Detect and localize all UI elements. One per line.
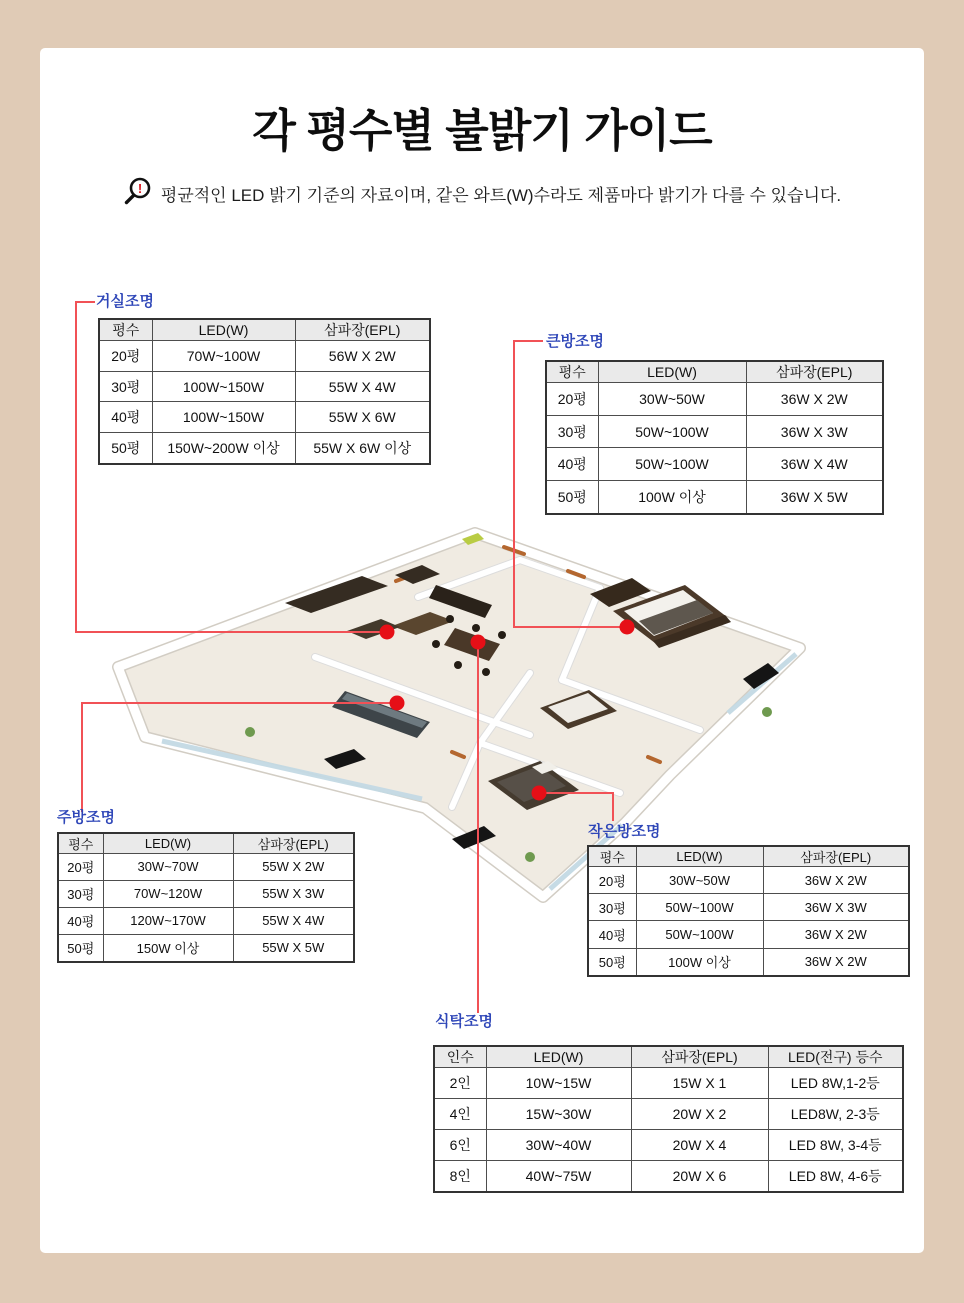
kitchen-header-1: LED(W) [103,833,233,854]
dining-row-0 [434,1068,903,1099]
kitchen-cell-r3c1: 150W 이상 [103,934,233,962]
smallroom-cell-r2c0: 40평 [588,921,636,948]
bigroom-cell-r2c2: 36W X 4W [746,448,883,481]
notice-row [0,176,964,211]
dining-cell-r3c1: 40W~75W [486,1160,631,1192]
living-cell-r0c0: 20평 [99,341,152,372]
living-row-0 [99,341,430,372]
dining-header-3: LED(전구) 등수 [768,1046,903,1068]
living-header-0: 평수 [99,319,152,341]
kitchen-header-2: 삼파장(EPL) [233,833,354,854]
dining-cell-r0c3: LED 8W,1-2등 [768,1068,903,1099]
living-row-2 [99,402,430,433]
living-row-3 [99,433,430,464]
dining-cell-r2c1: 30W~40W [486,1129,631,1160]
smallroom-header-1: LED(W) [636,846,763,867]
smallroom-header-2: 삼파장(EPL) [763,846,909,867]
kitchen-cell-r0c2: 55W X 2W [233,854,354,881]
dining-cell-r2c2: 20W X 4 [631,1129,768,1160]
kitchen-row-3 [58,934,354,962]
living-cell-r2c0: 40평 [99,402,152,433]
dining-header-2: 삼파장(EPL) [631,1046,768,1068]
kitchen-cell-r2c0: 40평 [58,907,103,934]
living-cell-r1c0: 30평 [99,371,152,402]
bigroom-row-3 [546,481,883,514]
smallroom-table [587,845,910,977]
smallroom-cell-r3c1: 100W 이상 [636,948,763,976]
bigroom-table [545,360,884,515]
bigroom-row-0 [546,383,883,416]
smallroom-cell-r2c1: 50W~100W [636,921,763,948]
bigroom-cell-r0c2: 36W X 2W [746,383,883,416]
dining-cell-r1c3: LED8W, 2-3등 [768,1098,903,1129]
dining-header-0: 인수 [434,1046,486,1068]
living-row-1 [99,371,430,402]
dining-cell-r1c2: 20W X 2 [631,1098,768,1129]
kitchen-row-1 [58,880,354,907]
smallroom-row-1 [588,894,909,921]
bigroom-cell-r3c1: 100W 이상 [598,481,746,514]
kitchen-cell-r2c1: 120W~170W [103,907,233,934]
smallroom-cell-r3c2: 36W X 2W [763,948,909,976]
living-cell-r1c1: 100W~150W [152,371,295,402]
living-header-2: 삼파장(EPL) [295,319,430,341]
smallroom-row-2 [588,921,909,948]
living-cell-r0c1: 70W~100W [152,341,295,372]
smallroom-cell-r2c2: 36W X 2W [763,921,909,948]
living-cell-r2c1: 100W~150W [152,402,295,433]
notice-text: 평균적인 LED 밝기 기준의 자료이며, 같은 와트(W)수라도 제품마다 밝기가 다를 수 있습니다. [160,186,842,205]
kitchen-cell-r0c0: 20평 [58,854,103,881]
page-title: 각 평수별 불밝기 가이드 [252,105,712,156]
smallroom-cell-r1c1: 50W~100W [636,894,763,921]
bigroom-cell-r3c2: 36W X 5W [746,481,883,514]
living-header-1: LED(W) [152,319,295,341]
smallroom-cell-r0c0: 20평 [588,867,636,894]
living-cell-r2c2: 55W X 6W [295,402,430,433]
bigroom-cell-r2c0: 40평 [546,448,598,481]
dining-cell-r2c3: LED 8W, 3-4등 [768,1129,903,1160]
bigroom-row-1 [546,415,883,448]
dining-row-1 [434,1098,903,1129]
dining-table [433,1045,904,1193]
dining-row-2 [434,1129,903,1160]
kitchen-cell-r1c2: 55W X 3W [233,880,354,907]
smallroom-cell-r1c2: 36W X 3W [763,894,909,921]
living-cell-r3c0: 50평 [99,433,152,464]
dining-cell-r0c1: 10W~15W [486,1068,631,1099]
label-kitchen: 주방조명 [57,809,115,826]
svg-text:!: ! [137,181,143,196]
living-table [98,318,431,465]
dining-header-1: LED(W) [486,1046,631,1068]
dining-cell-r3c3: LED 8W, 4-6등 [768,1160,903,1192]
bigroom-cell-r1c1: 50W~100W [598,415,746,448]
dining-cell-r0c0: 2인 [434,1068,486,1099]
label-dining: 식탁조명 [435,1013,493,1030]
dining-cell-r1c0: 4인 [434,1098,486,1129]
living-cell-r0c2: 56W X 2W [295,341,430,372]
label-living: 거실조명 [96,293,154,310]
bigroom-cell-r2c1: 50W~100W [598,448,746,481]
label-bigroom: 큰방조명 [546,333,604,350]
kitchen-cell-r3c2: 55W X 5W [233,934,354,962]
dining-cell-r3c2: 20W X 6 [631,1160,768,1192]
smallroom-cell-r0c2: 36W X 2W [763,867,909,894]
bigroom-cell-r0c1: 30W~50W [598,383,746,416]
kitchen-cell-r1c0: 30평 [58,880,103,907]
magnifier-exclamation-icon [123,176,153,211]
smallroom-row-0 [588,867,909,894]
dining-cell-r3c0: 8인 [434,1160,486,1192]
living-cell-r3c2: 55W X 6W 이상 [295,433,430,464]
smallroom-cell-r1c0: 30평 [588,894,636,921]
bigroom-header-2: 삼파장(EPL) [746,361,883,383]
bigroom-header-1: LED(W) [598,361,746,383]
living-cell-r3c1: 150W~200W 이상 [152,433,295,464]
kitchen-cell-r1c1: 70W~120W [103,880,233,907]
living-cell-r1c2: 55W X 4W [295,371,430,402]
dining-row-3 [434,1160,903,1192]
bigroom-row-2 [546,448,883,481]
kitchen-cell-r2c2: 55W X 4W [233,907,354,934]
kitchen-row-2 [58,907,354,934]
dining-cell-r2c0: 6인 [434,1129,486,1160]
kitchen-table [57,832,355,963]
kitchen-header-0: 평수 [58,833,103,854]
bigroom-cell-r3c0: 50평 [546,481,598,514]
kitchen-row-0 [58,854,354,881]
smallroom-cell-r0c1: 30W~50W [636,867,763,894]
smallroom-header-0: 평수 [588,846,636,867]
bigroom-cell-r1c0: 30평 [546,415,598,448]
smallroom-cell-r3c0: 50평 [588,948,636,976]
smallroom-row-3 [588,948,909,976]
kitchen-cell-r3c0: 50평 [58,934,103,962]
bigroom-cell-r1c2: 36W X 3W [746,415,883,448]
bigroom-header-0: 평수 [546,361,598,383]
kitchen-cell-r0c1: 30W~70W [103,854,233,881]
label-smallroom: 작은방조명 [588,823,661,840]
dining-cell-r0c2: 15W X 1 [631,1068,768,1099]
dining-cell-r1c1: 15W~30W [486,1098,631,1129]
bigroom-cell-r0c0: 20평 [546,383,598,416]
